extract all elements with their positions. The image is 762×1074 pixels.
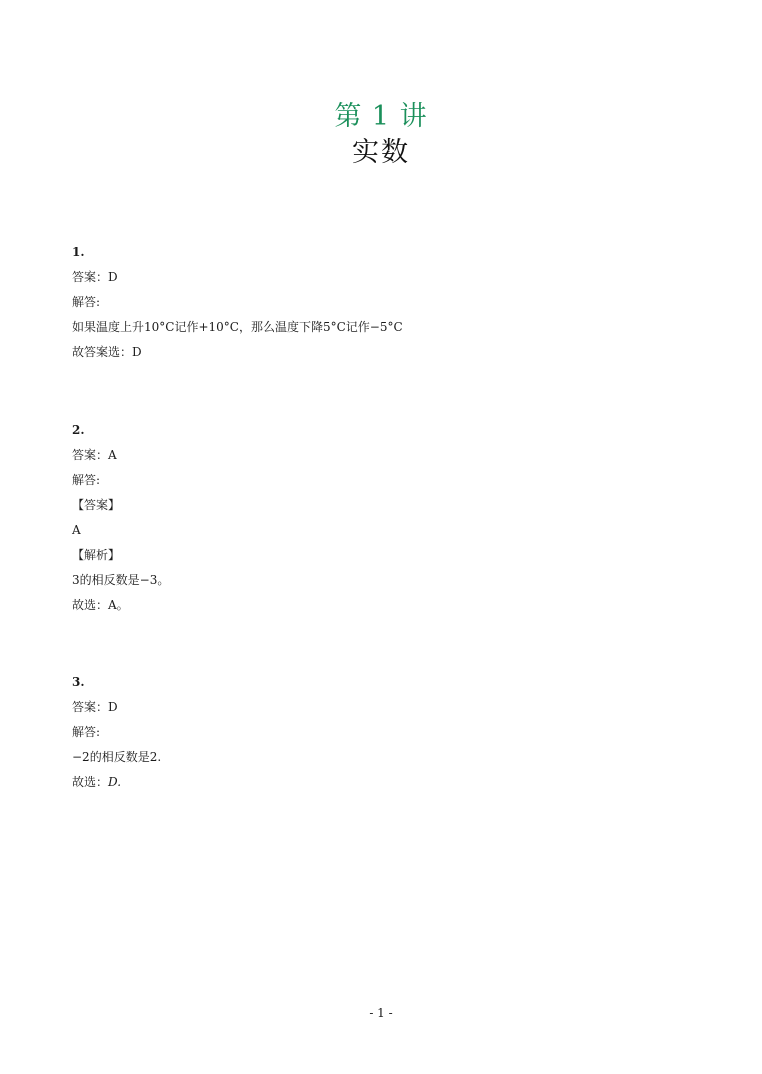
solution-label: 解答: <box>72 473 101 487</box>
solution-label: 解答: <box>72 295 101 309</box>
title-block <box>0 100 762 172</box>
question-number: 3. <box>72 675 85 689</box>
conclusion-choice: D. <box>108 775 122 789</box>
analysis-text: 3的相反数是−3。 <box>72 573 170 587</box>
solution-label: 解答: <box>72 725 101 739</box>
conclusion-prefix: 故选： <box>72 775 109 789</box>
conclusion-line <box>72 770 692 795</box>
answer-line: 答案：A <box>72 448 117 462</box>
solution-text: −2的相反数是2. <box>72 750 162 764</box>
question-3 <box>72 670 692 795</box>
conclusion-line: 故答案选：D <box>72 345 142 359</box>
lecture-heading: 第 1 讲 <box>334 101 428 132</box>
solution-text: 如果温度上升10°C记作+10°C，那么温度下降5°C记作−5°C <box>72 320 403 334</box>
question-1 <box>72 240 692 365</box>
analysis-bracket-label: 【解析】 <box>72 548 121 562</box>
answer-line: 答案：D <box>72 270 118 284</box>
answer-line: 答案：D <box>72 700 118 714</box>
topic-heading: 实数 <box>352 137 410 168</box>
page-number: - 1 - <box>369 1006 393 1020</box>
conclusion-line: 故选：A。 <box>72 598 129 612</box>
question-2 <box>72 418 692 618</box>
question-number: 1. <box>72 245 85 259</box>
answer-bracket-label: 【答案】 <box>72 498 121 512</box>
question-number: 2. <box>72 423 85 437</box>
answer-value: A <box>72 523 81 537</box>
